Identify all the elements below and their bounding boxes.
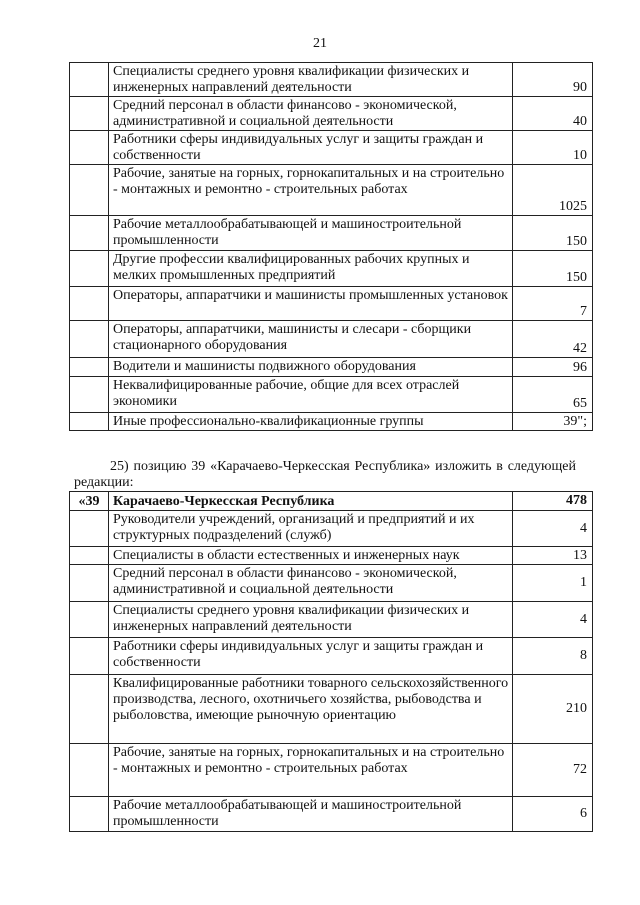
region-number-cell: «39 bbox=[70, 492, 109, 511]
table-row bbox=[70, 744, 593, 797]
region-total-cell: 478 bbox=[513, 492, 593, 511]
row-number-cell bbox=[70, 675, 109, 744]
quota-cell: 10 bbox=[513, 131, 593, 165]
quota-cell: 65 bbox=[513, 377, 593, 413]
table-row bbox=[70, 797, 593, 832]
page-number: 21 bbox=[313, 36, 327, 51]
row-number-cell bbox=[70, 63, 109, 97]
row-number-cell bbox=[70, 547, 109, 565]
quota-cell: 39"; bbox=[513, 413, 593, 431]
quota-cell: 210 bbox=[513, 675, 593, 744]
quota-cell: 90 bbox=[513, 63, 593, 97]
occupation-cell: Другие профессии квалифицированных рабочих крупных и мелких промышленных предприятий bbox=[109, 251, 513, 287]
table-row bbox=[70, 165, 593, 216]
karachay-cherkess-table bbox=[69, 491, 593, 832]
table-row bbox=[70, 216, 593, 251]
quota-cell: 13 bbox=[513, 547, 593, 565]
quota-cell: 72 bbox=[513, 744, 593, 797]
table-row bbox=[70, 63, 593, 97]
quota-cell: 1 bbox=[513, 565, 593, 602]
occupation-cell: Операторы, аппаратчики и машинисты промышленных установок bbox=[109, 287, 513, 321]
quota-cell: 1025 bbox=[513, 165, 593, 216]
occupation-cell: Средний персонал в области финансово - экономической, административной и социальной деятельности bbox=[109, 97, 513, 131]
quota-cell: 40 bbox=[513, 97, 593, 131]
occupation-cell: Работники сферы индивидуальных услуг и защиты граждан и собственности bbox=[109, 131, 513, 165]
occupation-cell: Специалисты среднего уровня квалификации физических и инженерных направлений деятельности bbox=[109, 602, 513, 638]
row-number-cell bbox=[70, 97, 109, 131]
occupation-table-continued bbox=[69, 62, 593, 431]
occupation-cell: Средний персонал в области финансово - экономической, административной и социальной деятельности bbox=[109, 565, 513, 602]
quota-cell: 4 bbox=[513, 511, 593, 547]
quota-cell: 150 bbox=[513, 251, 593, 287]
table-row bbox=[70, 511, 593, 547]
quota-cell: 4 bbox=[513, 602, 593, 638]
quota-cell: 8 bbox=[513, 638, 593, 675]
occupation-cell: Работники сферы индивидуальных услуг и защиты граждан и собственности bbox=[109, 638, 513, 675]
table-row bbox=[70, 358, 593, 377]
table-row bbox=[70, 413, 593, 431]
table-row bbox=[70, 675, 593, 744]
table-row bbox=[70, 377, 593, 413]
occupation-cell: Рабочие металлообрабатывающей и машиностроительной промышленности bbox=[109, 216, 513, 251]
occupation-cell: Рабочие, занятые на горных, горнокапитальных и на строительно - монтажных и ремонтно - строительных работах bbox=[109, 744, 513, 797]
table-row bbox=[70, 565, 593, 602]
table-row bbox=[70, 547, 593, 565]
row-number-cell bbox=[70, 251, 109, 287]
row-number-cell bbox=[70, 511, 109, 547]
table-row bbox=[70, 251, 593, 287]
row-number-cell bbox=[70, 638, 109, 675]
occupation-cell: Рабочие металлообрабатывающей и машиностроительной промышленности bbox=[109, 797, 513, 832]
occupation-cell: Рабочие, занятые на горных, горнокапитальных и на строительно - монтажных и ремонтно - строительных работах bbox=[109, 165, 513, 216]
quota-cell: 150 bbox=[513, 216, 593, 251]
table-row bbox=[70, 287, 593, 321]
amendment-paragraph: 25) позицию 39 «Карачаево-Черкесская Республика» изложить в следующей редакции: bbox=[74, 459, 576, 490]
table-row bbox=[70, 638, 593, 675]
row-number-cell bbox=[70, 287, 109, 321]
row-number-cell bbox=[70, 216, 109, 251]
table-row bbox=[70, 602, 593, 638]
row-number-cell bbox=[70, 165, 109, 216]
row-number-cell bbox=[70, 413, 109, 431]
quota-cell: 96 bbox=[513, 358, 593, 377]
region-name-cell: Карачаево-Черкесская Республика bbox=[109, 492, 513, 511]
table-row bbox=[70, 131, 593, 165]
occupation-cell: Руководители учреждений, организаций и предприятий и их структурных подразделений (служб) bbox=[109, 511, 513, 547]
row-number-cell bbox=[70, 131, 109, 165]
occupation-cell: Специалисты в области естественных и инженерных наук bbox=[109, 547, 513, 565]
quota-cell: 42 bbox=[513, 321, 593, 358]
quota-cell: 6 bbox=[513, 797, 593, 832]
row-number-cell bbox=[70, 565, 109, 602]
occupation-cell: Неквалифицированные рабочие, общие для всех отраслей экономики bbox=[109, 377, 513, 413]
row-number-cell bbox=[70, 797, 109, 832]
table-row bbox=[70, 97, 593, 131]
occupation-cell: Операторы, аппаратчики, машинисты и слесари - сборщики стационарного оборудования bbox=[109, 321, 513, 358]
row-number-cell bbox=[70, 321, 109, 358]
row-number-cell bbox=[70, 377, 109, 413]
region-header-row bbox=[70, 492, 593, 511]
occupation-cell: Квалифицированные работники товарного сельскохозяйственного производства, лесного, охотничьего хозяйства, рыбоводства и рыболовства, имеющие рыночную ориентацию bbox=[109, 675, 513, 744]
row-number-cell bbox=[70, 744, 109, 797]
quota-cell: 7 bbox=[513, 287, 593, 321]
occupation-cell: Водители и машинисты подвижного оборудования bbox=[109, 358, 513, 377]
occupation-cell: Специалисты среднего уровня квалификации физических и инженерных направлений деятельности bbox=[109, 63, 513, 97]
row-number-cell bbox=[70, 358, 109, 377]
table-row bbox=[70, 321, 593, 358]
row-number-cell bbox=[70, 602, 109, 638]
occupation-cell: Иные профессионально-квалификационные группы bbox=[109, 413, 513, 431]
